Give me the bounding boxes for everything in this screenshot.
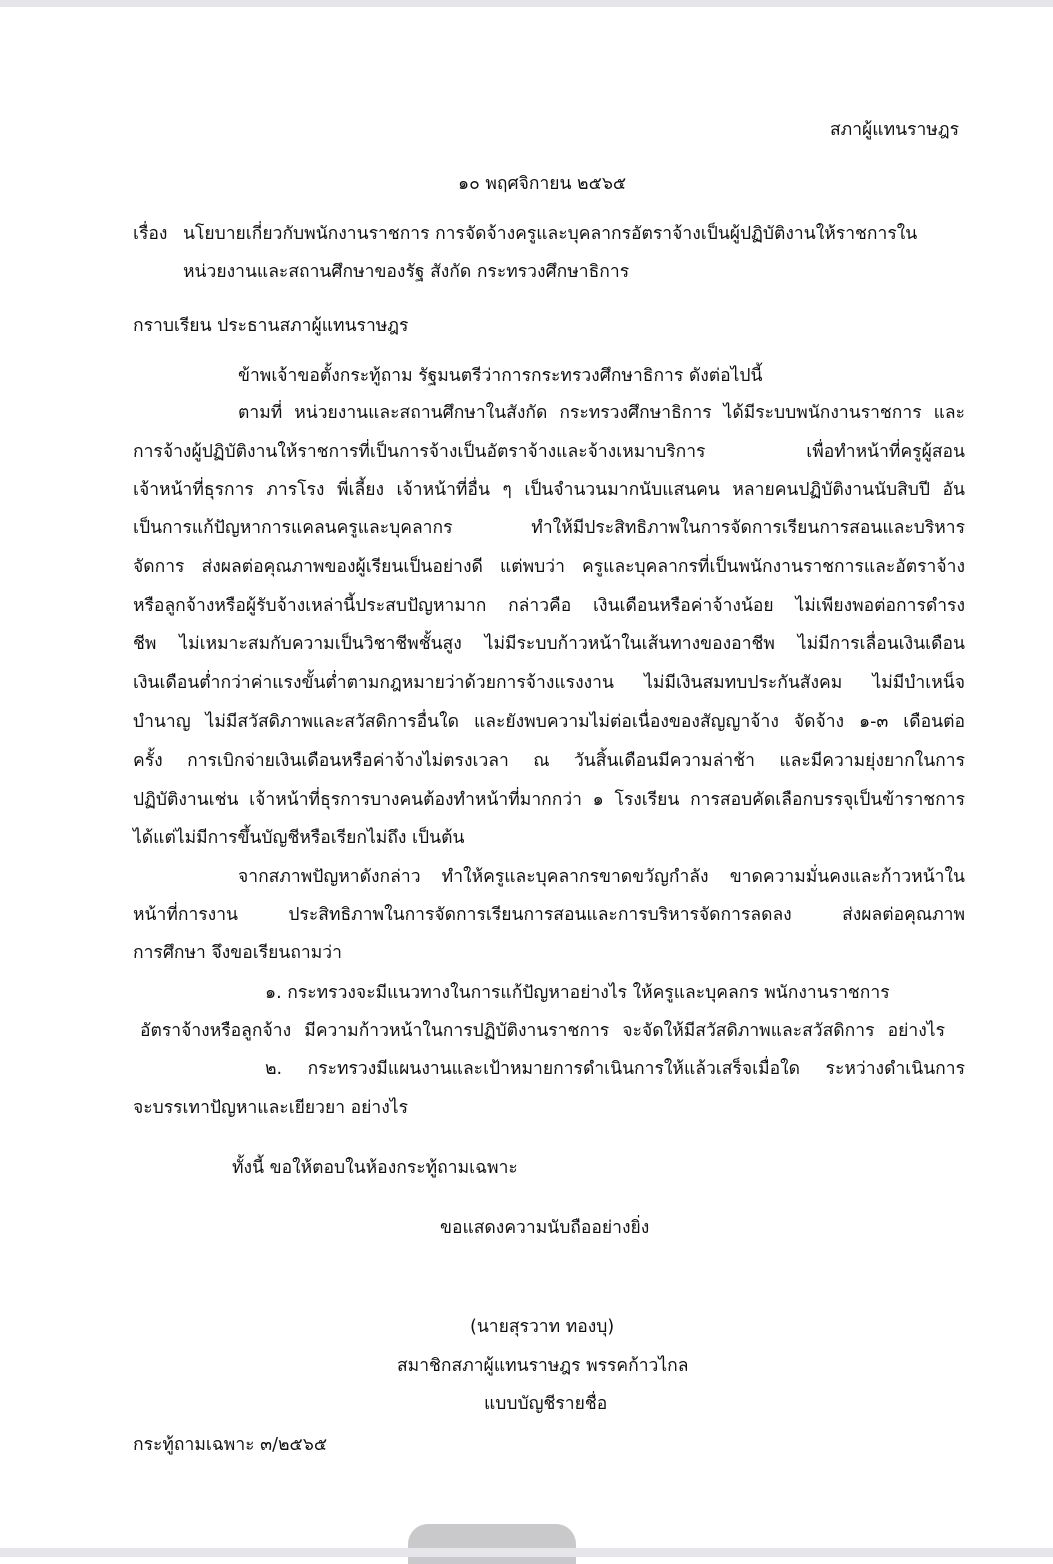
body-line: หน้าที่การงาน ประสิทธิภาพในการจัดการเรียนการสอนและการบริหารจัดการลดลง ส่งผลต่อคุณภาพ [133,905,965,925]
question-2-line: ๒. กระทรวงมีแผนงานและเป้าหมายการดำเนินการให้แล้วเสร็จเมื่อใด ระหว่างดำเนินการ [265,1059,965,1079]
body-line: ปฏิบัติงานเช่น เจ้าหน้าที่ธุรการบางคนต้องทำหน้าที่มากกว่า ๑ โรงเรียน การสอบคัดเลือกบรรจุเป็นข้าราชการ [133,790,965,810]
question-1-line: อัตราจ้างหรือลูกจ้าง มีความก้าวหน้าในการปฏิบัติงานราชการ จะจัดให้มีสวัสดิภาพและสวัสดิการ อย่างไร [140,1021,945,1041]
subject-line: หน่วยงานและสถานศึกษาของรัฐ สังกัด กระทรวงศึกษาธิการ [183,262,630,282]
viewer-bottom-bar [0,1548,1053,1557]
body-line: จัดการ ส่งผลต่อคุณภาพของผู้เรียนเป็นอย่างดี แต่พบว่า ครูและบุคลากรที่เป็นพนักงานราชการและอัตราจ้าง [133,557,965,577]
signer-list: แบบบัญชีรายชื่อ [484,1394,608,1414]
reference-number: กระทู้ถามเฉพาะ ๓/๒๕๖๕ [133,1435,328,1455]
salutation: กราบเรียน ประธานสภาผู้แทนราษฎร [133,316,409,336]
scroll-handle[interactable] [408,1524,576,1564]
body-line: เงินเดือนต่ำกว่าค่าแรงขั้นต่ำตามกฎหมายว่าด้วยการจ้างแรงงาน ไม่มีเงินสมทบประกันสังคม ไม่มีบำเหน็จ [133,673,965,693]
body-line: หรือลูกจ้างหรือผู้รับจ้างเหล่านี้ประสบปัญหามาก กล่าวคือ เงินเดือนหรือค่าจ้างน้อย ไม่เพียงพอต่อการดำรง [133,596,965,616]
subject-line: นโยบายเกี่ยวกับพนักงานราชการ การจัดจ้างครูและบุคลากรอัตราจ้างเป็นผู้ปฏิบัติงานให้ราชการใน [183,224,918,244]
body-line: จากสภาพปัญหาดังกล่าว ทำให้ครูและบุคลากรขาดขวัญกำลัง ขาดความมั่นคงและก้าวหน้าใน [238,867,965,887]
viewer-top-bar [0,0,1053,7]
body-line: ได้แต่ไม่มีการขึ้นบัญชีหรือเรียกไม่ถึง เป็นต้น [133,828,465,848]
subject-label: เรื่อง [133,224,168,244]
body-line: การจ้างผู้ปฏิบัติงานให้ราชการที่เป็นการจ้างเป็นอัตราจ้างและจ้างเหมาบริการ เพื่อทำหน้าที่ครูผู้สอน [133,442,965,462]
intro-line: ข้าพเจ้าขอตั้งกระทู้ถาม รัฐมนตรีว่าการกระทรวงศึกษาธิการ ดังต่อไปนี้ [238,366,763,386]
body-line: ชีพ ไม่เหมาะสมกับความเป็นวิชาชีพชั้นสูง ไม่มีระบบก้าวหน้าในเส้นทางของอาชีพ ไม่มีการเลื่อนเงินเดือน [133,634,965,654]
sender-organization: สภาผู้แทนราษฎร [830,120,959,140]
body-line: ตามที่ หน่วยงานและสถานศึกษาในสังกัด กระทรวงศึกษาธิการ ได้มีระบบพนักงานราชการ และ [238,403,965,423]
body-line: เป็นการแก้ปัญหาการแคลนครูและบุคลากร ทำให้มีประสิทธิภาพในการจัดการเรียนการสอนและบริหาร [133,518,965,538]
request-line: ทั้งนี้ ขอให้ตอบในห้องกระทู้ถามเฉพาะ [232,1158,518,1178]
body-line: เจ้าหน้าที่ธุรการ ภารโรง พี่เลี้ยง เจ้าหน้าที่อื่น ๆ เป็นจำนวนมากนับแสนคน หลายคนปฏิบัติงานนับสิบปี อัน [133,480,965,500]
closing-line: ขอแสดงความนับถืออย่างยิ่ง [440,1218,650,1238]
question-2-line: จะบรรเทาปัญหาและเยียวยา อย่างไร [133,1098,408,1118]
body-line: ครั้ง การเบิกจ่ายเงินเดือนหรือค่าจ้างไม่ตรงเวลา ณ วันสิ้นเดือนมีความล่าช้า และมีความยุ่งยากในการ [133,751,965,771]
body-line: การศึกษา จึงขอเรียนถามว่า [133,943,342,963]
signer-title: สมาชิกสภาผู้แทนราษฎร พรรคก้าวไกล [397,1356,689,1376]
letter-date: ๑๐ พฤศจิกายน ๒๕๖๕ [458,174,627,194]
signer-name: (นายสุรวาท ทองบุ) [470,1317,615,1337]
document-page [0,7,1053,1548]
question-1-line: ๑. กระทรวงจะมีแนวทางในการแก้ปัญหาอย่างไร ให้ครูและบุคลกร พนักงานราชการ [265,983,890,1003]
body-line: บำนาญ ไม่มีสวัสดิภาพและสวัสดิการอื่นใด และยังพบความไม่ต่อเนื่องของสัญญาจ้าง จัดจ้าง ๑-๓ เดือนต่อ [133,712,965,732]
